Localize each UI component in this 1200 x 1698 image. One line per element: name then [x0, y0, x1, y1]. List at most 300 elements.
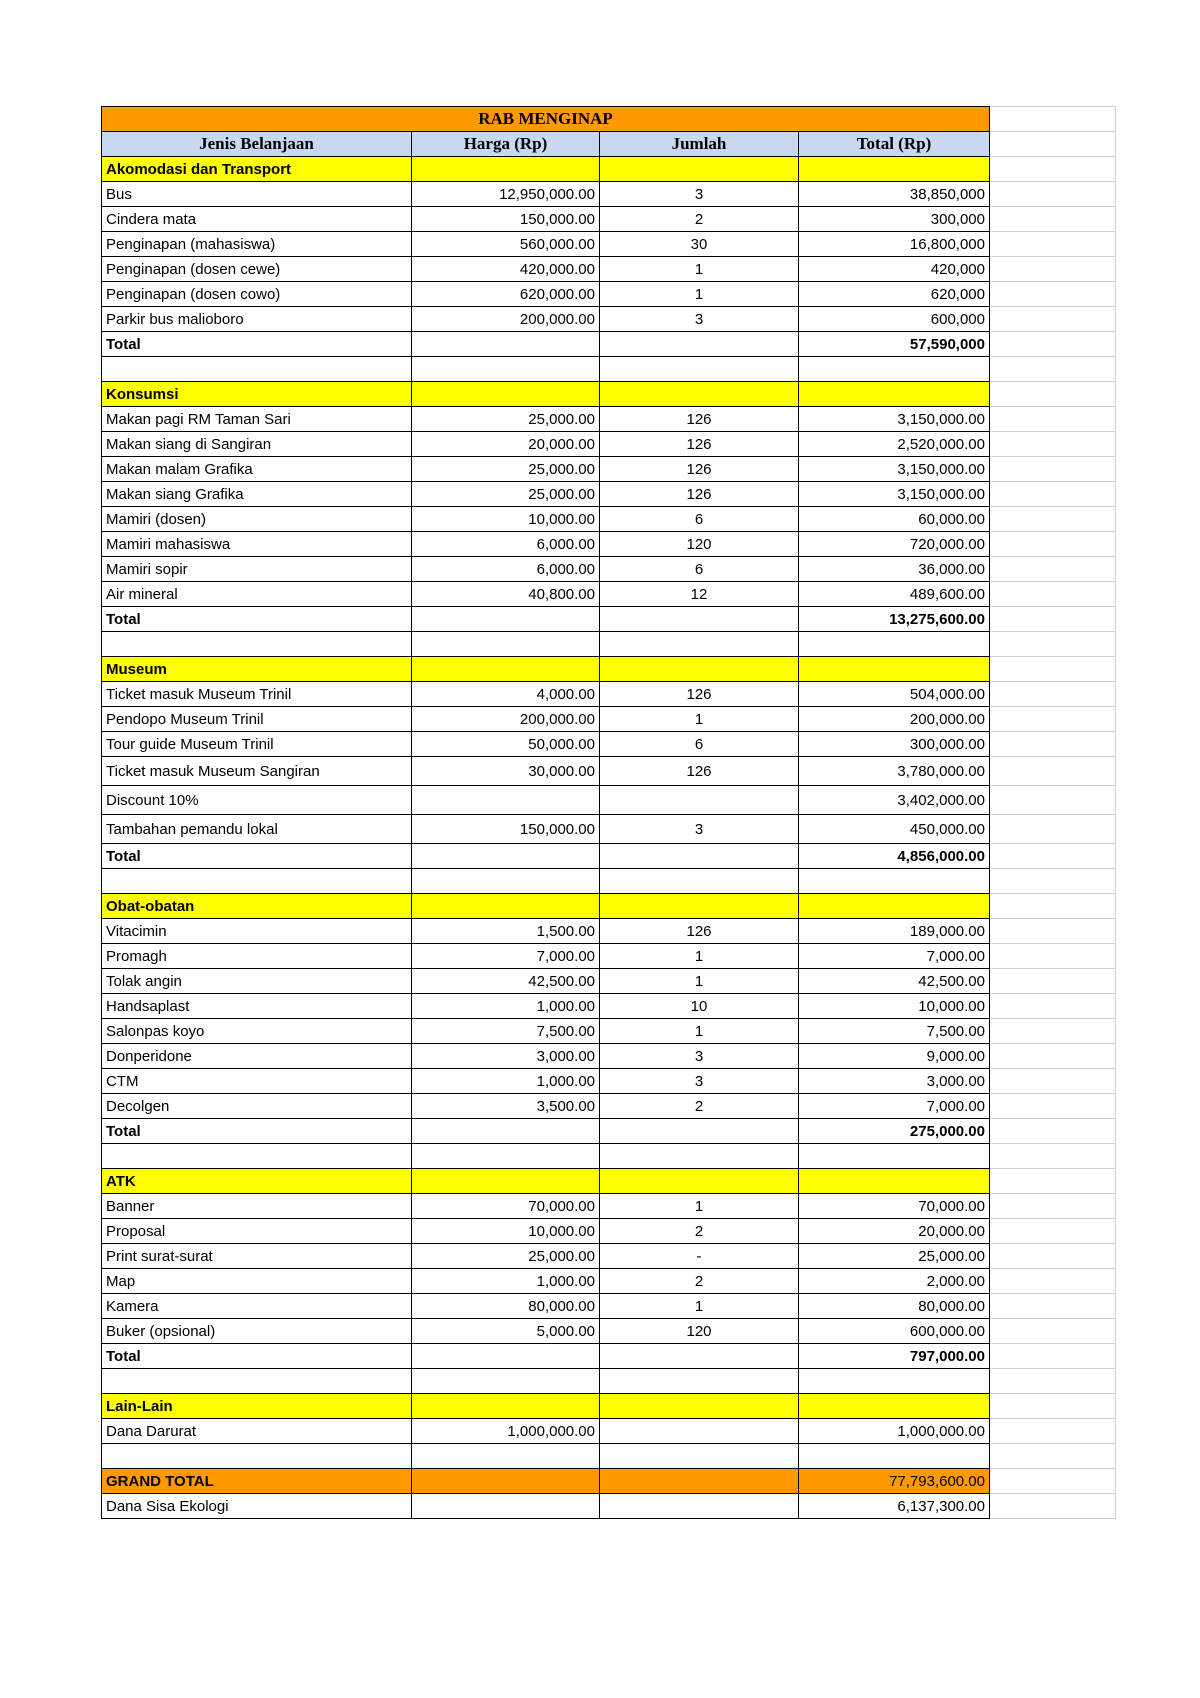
empty-cell[interactable] [412, 1494, 600, 1519]
item-name[interactable]: Map [102, 1269, 412, 1294]
empty-cell[interactable] [102, 1444, 412, 1469]
item-total[interactable]: 10,000.00 [799, 994, 990, 1019]
empty-cell[interactable] [600, 657, 799, 682]
table-row [102, 1269, 1116, 1294]
item-jumlah[interactable] [600, 1419, 799, 1444]
blank-row [102, 1369, 1116, 1394]
empty-cell[interactable] [990, 994, 1116, 1019]
empty-cell[interactable] [990, 1219, 1116, 1244]
item-jumlah[interactable]: 1 [600, 257, 799, 282]
item-harga[interactable]: 50,000.00 [412, 732, 600, 757]
empty-cell[interactable] [990, 1494, 1116, 1519]
item-jumlah[interactable]: 6 [600, 557, 799, 582]
empty-cell[interactable] [990, 1094, 1116, 1119]
item-name[interactable]: Print surat-surat [102, 1244, 412, 1269]
empty-cell[interactable] [600, 1344, 799, 1369]
item-name[interactable]: CTM [102, 1069, 412, 1094]
dana-sisa-value[interactable]: 6,137,300.00 [799, 1494, 990, 1519]
item-total[interactable]: 3,402,000.00 [799, 786, 990, 815]
empty-cell[interactable] [799, 1394, 990, 1419]
item-total[interactable]: 25,000.00 [799, 1244, 990, 1269]
empty-cell[interactable] [799, 632, 990, 657]
empty-cell[interactable] [990, 632, 1116, 657]
empty-cell[interactable] [600, 157, 799, 182]
item-harga[interactable]: 560,000.00 [412, 232, 600, 257]
dana-sisa-row [102, 1494, 1116, 1519]
empty-cell[interactable] [990, 1419, 1116, 1444]
empty-cell[interactable] [990, 407, 1116, 432]
table-row [102, 1419, 1116, 1444]
table-row [102, 532, 1116, 557]
item-harga[interactable]: 80,000.00 [412, 1294, 600, 1319]
empty-cell[interactable] [990, 944, 1116, 969]
empty-cell[interactable] [412, 1169, 600, 1194]
total-label[interactable]: Total [102, 1119, 412, 1144]
empty-cell[interactable] [799, 157, 990, 182]
empty-cell[interactable] [990, 132, 1116, 157]
item-harga[interactable]: 1,000.00 [412, 1269, 600, 1294]
item-jumlah[interactable]: 3 [600, 815, 799, 844]
item-name[interactable]: Tour guide Museum Trinil [102, 732, 412, 757]
grand-total-label[interactable]: GRAND TOTAL [102, 1469, 412, 1494]
item-name[interactable]: Air mineral [102, 582, 412, 607]
item-total[interactable]: 1,000,000.00 [799, 1419, 990, 1444]
item-name[interactable]: Ticket masuk Museum Sangiran [102, 757, 412, 786]
total-value[interactable]: 797,000.00 [799, 1344, 990, 1369]
item-jumlah[interactable]: 1 [600, 282, 799, 307]
item-name[interactable]: Penginapan (dosen cewe) [102, 257, 412, 282]
empty-cell[interactable] [412, 869, 600, 894]
item-name[interactable]: Tambahan pemandu lokal [102, 815, 412, 844]
empty-cell[interactable] [990, 332, 1116, 357]
dana-sisa-label[interactable]: Dana Sisa Ekologi [102, 1494, 412, 1519]
total-label[interactable]: Total [102, 607, 412, 632]
item-name[interactable]: Parkir bus malioboro [102, 307, 412, 332]
item-jumlah[interactable]: 126 [600, 919, 799, 944]
empty-cell[interactable] [412, 1144, 600, 1169]
empty-cell[interactable] [990, 1469, 1116, 1494]
empty-cell[interactable] [102, 632, 412, 657]
blank-row [102, 1444, 1116, 1469]
empty-cell[interactable] [412, 1119, 600, 1144]
total-label[interactable]: Total [102, 332, 412, 357]
empty-cell[interactable] [412, 382, 600, 407]
empty-cell[interactable] [990, 232, 1116, 257]
item-name[interactable]: Kamera [102, 1294, 412, 1319]
empty-cell[interactable] [990, 657, 1116, 682]
table-row [102, 1219, 1116, 1244]
item-jumlah[interactable]: 1 [600, 969, 799, 994]
item-name[interactable]: Tolak angin [102, 969, 412, 994]
item-total[interactable]: 38,850,000 [799, 182, 990, 207]
empty-cell[interactable] [412, 657, 600, 682]
item-harga[interactable]: 25,000.00 [412, 407, 600, 432]
item-harga[interactable]: 10,000.00 [412, 1219, 600, 1244]
item-total[interactable]: 504,000.00 [799, 682, 990, 707]
item-jumlah[interactable]: 2 [600, 207, 799, 232]
empty-cell[interactable] [990, 1319, 1116, 1344]
empty-cell[interactable] [990, 844, 1116, 869]
empty-cell[interactable] [990, 1169, 1116, 1194]
item-name[interactable]: Promagh [102, 944, 412, 969]
empty-cell[interactable] [990, 757, 1116, 786]
table-row [102, 1069, 1116, 1094]
empty-cell[interactable] [990, 786, 1116, 815]
empty-cell[interactable] [600, 632, 799, 657]
item-harga[interactable]: 25,000.00 [412, 457, 600, 482]
empty-cell[interactable] [799, 657, 990, 682]
empty-cell[interactable] [990, 532, 1116, 557]
empty-cell[interactable] [412, 1369, 600, 1394]
item-name[interactable]: Dana Darurat [102, 1419, 412, 1444]
item-jumlah[interactable]: 126 [600, 757, 799, 786]
empty-cell[interactable] [600, 332, 799, 357]
item-harga[interactable]: 30,000.00 [412, 757, 600, 786]
item-harga[interactable]: 6,000.00 [412, 557, 600, 582]
empty-cell[interactable] [990, 919, 1116, 944]
empty-cell[interactable] [102, 1369, 412, 1394]
section-total-row [102, 844, 1116, 869]
item-name[interactable]: Handsaplast [102, 994, 412, 1019]
empty-cell[interactable] [990, 1019, 1116, 1044]
total-label[interactable]: Total [102, 844, 412, 869]
item-total[interactable]: 70,000.00 [799, 1194, 990, 1219]
empty-cell[interactable] [990, 582, 1116, 607]
empty-cell[interactable] [990, 1119, 1116, 1144]
section-header-row [102, 157, 1116, 182]
item-name[interactable]: Makan malam Grafika [102, 457, 412, 482]
item-harga[interactable]: 70,000.00 [412, 1194, 600, 1219]
empty-cell[interactable] [990, 382, 1116, 407]
item-harga[interactable]: 20,000.00 [412, 432, 600, 457]
empty-cell[interactable] [990, 1044, 1116, 1069]
item-name[interactable]: Penginapan (dosen cowo) [102, 282, 412, 307]
empty-cell[interactable] [990, 1269, 1116, 1294]
item-total[interactable]: 80,000.00 [799, 1294, 990, 1319]
empty-cell[interactable] [990, 557, 1116, 582]
item-total[interactable]: 9,000.00 [799, 1044, 990, 1069]
item-total[interactable]: 2,520,000.00 [799, 432, 990, 457]
item-jumlah[interactable]: 1 [600, 1194, 799, 1219]
item-jumlah[interactable]: 120 [600, 1319, 799, 1344]
empty-cell[interactable] [990, 607, 1116, 632]
item-total[interactable]: 16,800,000 [799, 232, 990, 257]
item-name[interactable]: Decolgen [102, 1094, 412, 1119]
header-jumlah: Jumlah [600, 132, 799, 157]
empty-cell[interactable] [412, 1344, 600, 1369]
total-value[interactable]: 4,856,000.00 [799, 844, 990, 869]
item-name[interactable]: Vitacimin [102, 919, 412, 944]
item-harga[interactable]: 200,000.00 [412, 707, 600, 732]
empty-cell[interactable] [990, 969, 1116, 994]
item-total[interactable]: 20,000.00 [799, 1219, 990, 1244]
item-jumlah[interactable]: 2 [600, 1219, 799, 1244]
empty-cell[interactable] [600, 1369, 799, 1394]
empty-cell[interactable] [600, 1469, 799, 1494]
item-jumlah[interactable] [600, 786, 799, 815]
item-harga[interactable]: 5,000.00 [412, 1319, 600, 1344]
item-total[interactable]: 420,000 [799, 257, 990, 282]
empty-cell[interactable] [990, 357, 1116, 382]
item-harga[interactable]: 4,000.00 [412, 682, 600, 707]
item-harga[interactable]: 6,000.00 [412, 532, 600, 557]
item-total[interactable]: 3,150,000.00 [799, 482, 990, 507]
empty-cell[interactable] [990, 1444, 1116, 1469]
item-jumlah[interactable]: 126 [600, 682, 799, 707]
item-jumlah[interactable]: 2 [600, 1094, 799, 1119]
empty-cell[interactable] [412, 894, 600, 919]
empty-cell[interactable] [600, 1494, 799, 1519]
empty-cell[interactable] [990, 815, 1116, 844]
empty-cell[interactable] [412, 607, 600, 632]
item-name[interactable]: Proposal [102, 1219, 412, 1244]
empty-cell[interactable] [799, 382, 990, 407]
item-harga[interactable]: 1,000,000.00 [412, 1419, 600, 1444]
empty-cell[interactable] [990, 1069, 1116, 1094]
empty-cell[interactable] [600, 357, 799, 382]
item-harga[interactable]: 1,000.00 [412, 994, 600, 1019]
item-harga[interactable]: 150,000.00 [412, 207, 600, 232]
item-name[interactable]: Makan siang Grafika [102, 482, 412, 507]
empty-cell[interactable] [412, 332, 600, 357]
table-row [102, 994, 1116, 1019]
item-harga[interactable]: 7,000.00 [412, 944, 600, 969]
item-harga[interactable]: 3,000.00 [412, 1044, 600, 1069]
item-name[interactable]: Pendopo Museum Trinil [102, 707, 412, 732]
empty-cell[interactable] [799, 357, 990, 382]
item-jumlah[interactable]: 10 [600, 994, 799, 1019]
item-harga[interactable]: 150,000.00 [412, 815, 600, 844]
empty-cell[interactable] [990, 257, 1116, 282]
item-jumlah[interactable]: 12 [600, 582, 799, 607]
empty-cell[interactable] [600, 869, 799, 894]
empty-cell[interactable] [990, 1369, 1116, 1394]
empty-cell[interactable] [412, 1394, 600, 1419]
item-total[interactable]: 620,000 [799, 282, 990, 307]
section-header-row [102, 657, 1116, 682]
empty-cell[interactable] [990, 682, 1116, 707]
item-harga[interactable]: 1,500.00 [412, 919, 600, 944]
empty-cell[interactable] [102, 357, 412, 382]
item-total[interactable]: 3,150,000.00 [799, 457, 990, 482]
item-jumlah[interactable]: - [600, 1244, 799, 1269]
empty-cell[interactable] [600, 894, 799, 919]
item-name[interactable]: Mamiri (dosen) [102, 507, 412, 532]
item-jumlah[interactable]: 126 [600, 457, 799, 482]
empty-cell[interactable] [600, 1144, 799, 1169]
item-harga[interactable]: 42,500.00 [412, 969, 600, 994]
empty-cell[interactable] [990, 707, 1116, 732]
item-total[interactable]: 2,000.00 [799, 1269, 990, 1294]
item-total[interactable]: 450,000.00 [799, 815, 990, 844]
empty-cell[interactable] [990, 282, 1116, 307]
item-jumlah[interactable]: 2 [600, 1269, 799, 1294]
empty-cell[interactable] [799, 869, 990, 894]
item-total[interactable]: 36,000.00 [799, 557, 990, 582]
item-total[interactable]: 7,000.00 [799, 1094, 990, 1119]
item-total[interactable]: 7,500.00 [799, 1019, 990, 1044]
empty-cell[interactable] [990, 432, 1116, 457]
empty-cell[interactable] [990, 482, 1116, 507]
item-name[interactable]: Salonpas koyo [102, 1019, 412, 1044]
item-harga[interactable]: 12,950,000.00 [412, 182, 600, 207]
item-jumlah[interactable]: 30 [600, 232, 799, 257]
section-name[interactable]: Lain-Lain [102, 1394, 412, 1419]
empty-cell[interactable] [990, 894, 1116, 919]
empty-cell[interactable] [600, 607, 799, 632]
empty-cell[interactable] [990, 182, 1116, 207]
item-name[interactable]: Makan pagi RM Taman Sari [102, 407, 412, 432]
empty-cell[interactable] [990, 307, 1116, 332]
item-harga[interactable]: 620,000.00 [412, 282, 600, 307]
empty-cell[interactable] [412, 1469, 600, 1494]
grand-total-value[interactable]: 77,793,600.00 [799, 1469, 990, 1494]
item-name[interactable]: Makan siang di Sangiran [102, 432, 412, 457]
item-total[interactable]: 300,000 [799, 207, 990, 232]
header-row [102, 132, 1116, 157]
empty-cell[interactable] [990, 157, 1116, 182]
table-row [102, 1319, 1116, 1344]
empty-cell[interactable] [412, 1444, 600, 1469]
item-total[interactable]: 600,000 [799, 307, 990, 332]
item-jumlah[interactable]: 6 [600, 507, 799, 532]
item-total[interactable]: 720,000.00 [799, 532, 990, 557]
empty-cell[interactable] [990, 1394, 1116, 1419]
item-total[interactable]: 600,000.00 [799, 1319, 990, 1344]
item-harga[interactable]: 25,000.00 [412, 482, 600, 507]
item-name[interactable]: Banner [102, 1194, 412, 1219]
table-row [102, 232, 1116, 257]
empty-cell[interactable] [600, 844, 799, 869]
total-value[interactable]: 57,590,000 [799, 332, 990, 357]
item-name[interactable]: Cindera mata [102, 207, 412, 232]
table-row [102, 682, 1116, 707]
item-jumlah[interactable]: 1 [600, 1294, 799, 1319]
empty-cell[interactable] [412, 357, 600, 382]
item-jumlah[interactable]: 120 [600, 532, 799, 557]
empty-cell[interactable] [600, 1394, 799, 1419]
item-harga[interactable]: 40,800.00 [412, 582, 600, 607]
item-total[interactable]: 7,000.00 [799, 944, 990, 969]
item-jumlah[interactable]: 3 [600, 1069, 799, 1094]
item-total[interactable]: 3,000.00 [799, 1069, 990, 1094]
empty-cell[interactable] [990, 107, 1116, 132]
section-name[interactable]: Akomodasi dan Transport [102, 157, 412, 182]
section-name[interactable]: Konsumsi [102, 382, 412, 407]
item-jumlah[interactable]: 6 [600, 732, 799, 757]
section-name[interactable]: ATK [102, 1169, 412, 1194]
item-harga[interactable]: 25,000.00 [412, 1244, 600, 1269]
empty-cell[interactable] [799, 1169, 990, 1194]
item-jumlah[interactable]: 3 [600, 1044, 799, 1069]
empty-cell[interactable] [412, 844, 600, 869]
item-jumlah[interactable]: 3 [600, 307, 799, 332]
section-name[interactable]: Obat-obatan [102, 894, 412, 919]
item-name[interactable]: Discount 10% [102, 786, 412, 815]
empty-cell[interactable] [990, 1344, 1116, 1369]
item-jumlah[interactable]: 3 [600, 182, 799, 207]
item-name[interactable]: Donperidone [102, 1044, 412, 1069]
item-harga[interactable]: 1,000.00 [412, 1069, 600, 1094]
empty-cell[interactable] [990, 1294, 1116, 1319]
item-harga[interactable] [412, 786, 600, 815]
grand-total-row [102, 1469, 1116, 1494]
item-harga[interactable]: 200,000.00 [412, 307, 600, 332]
empty-cell[interactable] [600, 1444, 799, 1469]
table-row [102, 482, 1116, 507]
total-value[interactable]: 13,275,600.00 [799, 607, 990, 632]
table-row [102, 919, 1116, 944]
empty-cell[interactable] [990, 507, 1116, 532]
empty-cell[interactable] [600, 1119, 799, 1144]
empty-cell[interactable] [799, 1144, 990, 1169]
total-label[interactable]: Total [102, 1344, 412, 1369]
empty-cell[interactable] [102, 1144, 412, 1169]
item-name[interactable]: Mamiri mahasiswa [102, 532, 412, 557]
empty-cell[interactable] [990, 1144, 1116, 1169]
item-jumlah[interactable]: 1 [600, 944, 799, 969]
item-jumlah[interactable]: 126 [600, 407, 799, 432]
empty-cell[interactable] [600, 382, 799, 407]
item-jumlah[interactable]: 126 [600, 482, 799, 507]
item-jumlah[interactable]: 1 [600, 707, 799, 732]
empty-cell[interactable] [990, 457, 1116, 482]
section-header-row [102, 382, 1116, 407]
empty-cell[interactable] [990, 869, 1116, 894]
empty-cell[interactable] [600, 1169, 799, 1194]
empty-cell[interactable] [990, 732, 1116, 757]
total-value[interactable]: 275,000.00 [799, 1119, 990, 1144]
item-total[interactable]: 200,000.00 [799, 707, 990, 732]
item-total[interactable]: 189,000.00 [799, 919, 990, 944]
item-total[interactable]: 300,000.00 [799, 732, 990, 757]
item-harga[interactable]: 7,500.00 [412, 1019, 600, 1044]
empty-cell[interactable] [412, 632, 600, 657]
table-row [102, 582, 1116, 607]
item-harga[interactable]: 3,500.00 [412, 1094, 600, 1119]
empty-cell[interactable] [799, 1444, 990, 1469]
item-total[interactable]: 3,780,000.00 [799, 757, 990, 786]
section-name[interactable]: Museum [102, 657, 412, 682]
item-total[interactable]: 3,150,000.00 [799, 407, 990, 432]
empty-cell[interactable] [102, 869, 412, 894]
item-name[interactable]: Ticket masuk Museum Trinil [102, 682, 412, 707]
spreadsheet [101, 106, 1116, 1519]
item-harga[interactable]: 10,000.00 [412, 507, 600, 532]
item-name[interactable]: Bus [102, 182, 412, 207]
empty-cell[interactable] [990, 1244, 1116, 1269]
item-name[interactable]: Mamiri sopir [102, 557, 412, 582]
empty-cell[interactable] [412, 157, 600, 182]
empty-cell[interactable] [990, 207, 1116, 232]
item-jumlah[interactable]: 126 [600, 432, 799, 457]
section-total-row [102, 1119, 1116, 1144]
blank-row [102, 869, 1116, 894]
item-name[interactable]: Buker (opsional) [102, 1319, 412, 1344]
item-total[interactable]: 42,500.00 [799, 969, 990, 994]
item-total[interactable]: 489,600.00 [799, 582, 990, 607]
empty-cell[interactable] [799, 894, 990, 919]
empty-cell[interactable] [799, 1369, 990, 1394]
item-name[interactable]: Penginapan (mahasiswa) [102, 232, 412, 257]
empty-cell[interactable] [990, 1194, 1116, 1219]
sheet-title: RAB MENGINAP [102, 107, 990, 132]
table-row [102, 1044, 1116, 1069]
item-jumlah[interactable]: 1 [600, 1019, 799, 1044]
table-row [102, 1244, 1116, 1269]
item-total[interactable]: 60,000.00 [799, 507, 990, 532]
item-harga[interactable]: 420,000.00 [412, 257, 600, 282]
